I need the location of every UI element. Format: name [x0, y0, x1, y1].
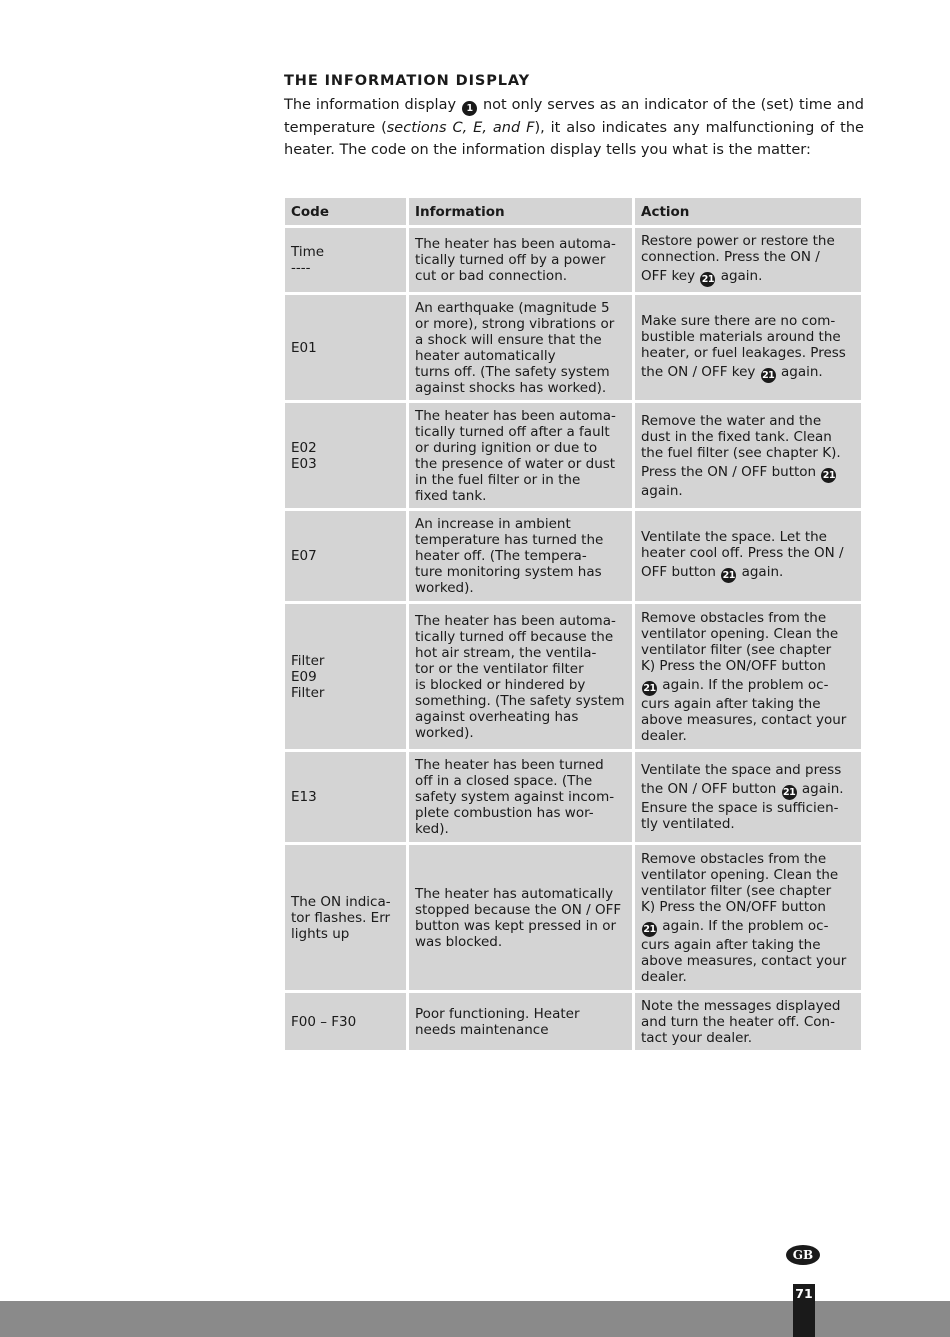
- action-cell-line: [641, 413, 855, 429]
- action-text: Restore power or restore the: [641, 233, 835, 249]
- intro-text-3: ), it also indicates any malfunctioning of the heater. The code on the information display tells you what is the matter:: [284, 119, 864, 158]
- information-cell-line: against overheating has: [415, 708, 579, 725]
- on-off-key-reference-icon: 21: [643, 682, 656, 694]
- action-text: curs again after taking the: [641, 936, 821, 953]
- code-cell: [285, 752, 406, 842]
- code-cell: [285, 845, 406, 990]
- information-cell-line: worked).: [415, 724, 474, 741]
- action-text: dealer.: [641, 727, 687, 744]
- action-text: Remove obstacles from the: [641, 850, 827, 867]
- information-cell-line: safety system against incom-: [415, 789, 615, 805]
- action-text: Ventilate the space and press: [641, 762, 842, 778]
- action-cell-line: [641, 899, 855, 915]
- code-cell-line: The ON indica-: [291, 893, 391, 910]
- information-cell-line: fixed tank.: [415, 487, 487, 504]
- action-text: and turn the heater off. Con-: [641, 1013, 835, 1030]
- action-text: heater cool off. Press the ON /: [641, 545, 844, 561]
- action-cell-line: [641, 800, 855, 816]
- information-cell-line: in the fuel filter or in the: [415, 471, 581, 488]
- information-cell-line: The heater has been automa-: [415, 407, 616, 424]
- action-text: dealer.: [641, 968, 687, 985]
- code-cell: [285, 228, 406, 292]
- information-cell-line: Poor functioning. Heater: [415, 1005, 580, 1022]
- code-cell: [285, 403, 406, 508]
- action-cell-line: [641, 545, 855, 561]
- code-cell-line: ----: [291, 260, 311, 276]
- code-cell-line: tor flashes. Err: [291, 909, 391, 926]
- action-cell-line: [641, 610, 855, 626]
- action-cell-line: [641, 529, 855, 545]
- action-cell: [635, 752, 861, 842]
- action-text: Remove obstacles from the: [641, 609, 827, 626]
- action-text: Note the messages displayed: [641, 997, 841, 1014]
- information-cell: [409, 511, 632, 601]
- action-cell-line: [641, 883, 855, 899]
- information-cell-line: The heater has been turned: [415, 757, 604, 773]
- intro-sections-reference: sections C, E, and F: [386, 119, 535, 136]
- action-cell-line: [641, 445, 855, 461]
- code-cell-line: E13: [291, 789, 317, 805]
- information-cell-line: The heater has automatically: [415, 885, 614, 902]
- code-cell-line: F00 – F30: [291, 1013, 357, 1030]
- action-text: Ventilate the space. Let the: [641, 529, 827, 545]
- information-cell-line: needs maintenance: [415, 1021, 549, 1038]
- action-cell-line: [641, 762, 855, 778]
- action-text: tact your dealer.: [641, 1029, 753, 1046]
- action-cell-line: [641, 483, 855, 499]
- action-text: again. If the problem oc-: [662, 676, 829, 693]
- action-cell-line: [641, 658, 855, 674]
- information-cell: [409, 993, 632, 1050]
- information-cell-line: turns off. (The safety system: [415, 363, 610, 380]
- information-cell-line: The heater has been automa-: [415, 612, 616, 629]
- information-cell: [409, 752, 632, 842]
- header-action: Action: [635, 198, 861, 225]
- information-cell-line: off in a closed space. (The: [415, 773, 593, 789]
- information-cell-line: against shocks has worked).: [415, 379, 607, 396]
- action-text: Ensure the space is sufficien-: [641, 800, 839, 816]
- action-text: again. If the problem oc-: [662, 917, 829, 934]
- action-cell: [635, 511, 861, 601]
- action-text: ventilator filter (see chapter: [641, 641, 832, 658]
- action-text: K) Press the ON/OFF button: [641, 898, 826, 915]
- table-row: [285, 228, 861, 292]
- action-cell-line: [641, 953, 855, 969]
- language-badge: GB: [786, 1245, 820, 1265]
- information-cell-line: stopped because the ON / OFF: [415, 901, 622, 918]
- action-text: tly ventilated.: [641, 816, 735, 832]
- action-cell-line: [641, 851, 855, 867]
- action-text: the fuel filter (see chapter K).: [641, 444, 841, 461]
- action-cell-line: [641, 998, 855, 1014]
- action-text: again.: [641, 482, 683, 499]
- action-text: the ON / OFF key: [641, 363, 756, 380]
- information-cell-line: heater automatically: [415, 347, 556, 364]
- action-cell-line: [641, 464, 855, 483]
- action-text: the ON / OFF button: [641, 781, 777, 797]
- action-cell-line: [641, 696, 855, 712]
- action-text: heater, or fuel leakages. Press: [641, 344, 846, 361]
- action-text: dust in the fixed tank. Clean: [641, 428, 832, 445]
- information-cell: [409, 604, 632, 749]
- information-cell-line: was blocked.: [415, 933, 503, 950]
- action-cell-line: [641, 364, 855, 383]
- action-text: ventilator filter (see chapter: [641, 882, 832, 899]
- on-off-key-reference-icon: 21: [782, 787, 796, 798]
- table-row: [285, 845, 861, 990]
- information-cell-line: button was kept pressed in or: [415, 917, 617, 934]
- information-cell-line: temperature has turned the: [415, 532, 604, 548]
- action-cell-line: [641, 969, 855, 985]
- action-cell-line: [641, 249, 855, 265]
- action-cell-line: [641, 329, 855, 345]
- information-cell-line: The heater has been automa-: [415, 236, 616, 252]
- header-information: Information: [409, 198, 632, 225]
- intro-text-2: not only serves as an indicator of the (set) time and temperature (: [284, 97, 864, 136]
- on-off-key-reference-icon: 21: [643, 923, 656, 935]
- action-cell-line: [641, 626, 855, 642]
- action-text: again.: [741, 564, 784, 580]
- code-cell-line: lights up: [291, 925, 350, 942]
- information-cell-line: ked).: [415, 821, 449, 837]
- information-cell-line: the presence of water or dust: [415, 455, 616, 472]
- table-row: [285, 511, 861, 601]
- section-title: THE INFORMATION DISPLAY: [284, 73, 531, 89]
- display-reference-number-icon: 1: [462, 101, 477, 116]
- table-row: [285, 993, 861, 1050]
- action-cell-line: [641, 677, 855, 696]
- action-cell-line: [641, 1030, 855, 1046]
- action-text: bustible materials around the: [641, 328, 841, 345]
- information-cell-line: cut or bad connection.: [415, 268, 568, 284]
- page-number: 71: [795, 1286, 813, 1301]
- intro-text-1: The information display: [284, 97, 457, 113]
- code-cell-line: Time: [291, 244, 325, 260]
- information-cell-line: plete combustion has wor-: [415, 805, 594, 821]
- action-cell-line: [641, 642, 855, 658]
- information-cell: [409, 228, 632, 292]
- information-cell: [409, 845, 632, 990]
- code-cell-line: E03: [291, 455, 317, 472]
- action-cell-line: [641, 313, 855, 329]
- code-cell-line: Filter: [291, 652, 325, 669]
- error-code-table-body: [285, 198, 861, 1050]
- code-cell-line: E07: [291, 548, 317, 564]
- information-cell-line: worked).: [415, 580, 474, 596]
- information-cell-line: heater off. (The tempera-: [415, 548, 587, 564]
- information-cell-line: An earthquake (magnitude 5: [415, 299, 610, 316]
- action-cell-line: [641, 867, 855, 883]
- code-cell-line: E09: [291, 668, 317, 685]
- table-row: [285, 752, 861, 842]
- table-row: [285, 604, 861, 749]
- information-cell-line: tor or the ventilator filter: [415, 660, 584, 677]
- action-text: again.: [801, 781, 844, 797]
- on-off-key-reference-icon: 21: [762, 369, 775, 381]
- information-cell-line: tically turned off after a fault: [415, 423, 610, 440]
- information-cell-line: something. (The safety system: [415, 692, 625, 709]
- code-cell: [285, 993, 406, 1050]
- code-cell-line: Filter: [291, 684, 325, 701]
- action-text: above measures, contact your: [641, 952, 847, 969]
- information-cell-line: tically turned off by a power: [415, 252, 606, 268]
- table-row: [285, 403, 861, 508]
- table-row: [285, 295, 861, 400]
- information-cell-line: or during ignition or due to: [415, 439, 598, 456]
- information-cell-line: hot air stream, the ventila-: [415, 644, 597, 661]
- action-text: above measures, contact your: [641, 711, 847, 728]
- action-text: again.: [780, 363, 823, 380]
- information-cell: [409, 403, 632, 508]
- action-text: ventilator opening. Clean the: [641, 625, 839, 642]
- error-code-table: [282, 195, 864, 1053]
- action-cell-line: [641, 268, 855, 287]
- action-cell: [635, 993, 861, 1050]
- action-text: OFF key: [641, 268, 696, 284]
- action-cell-line: [641, 564, 855, 583]
- action-cell-line: [641, 712, 855, 728]
- action-cell-line: [641, 728, 855, 744]
- action-text: Make sure there are no com-: [641, 312, 836, 329]
- action-cell-line: [641, 781, 855, 800]
- action-cell: [635, 295, 861, 400]
- information-cell-line: is blocked or hindered by: [415, 676, 586, 693]
- on-off-key-reference-icon: 21: [701, 274, 714, 285]
- action-cell: [635, 604, 861, 749]
- action-cell-line: [641, 345, 855, 361]
- action-cell-line: [641, 918, 855, 937]
- code-cell: [285, 511, 406, 601]
- action-text: K) Press the ON/OFF button: [641, 657, 826, 674]
- action-cell: [635, 403, 861, 508]
- header-code: Code: [285, 198, 406, 225]
- action-text: connection. Press the ON /: [641, 249, 820, 265]
- action-cell: [635, 228, 861, 292]
- code-cell: [285, 604, 406, 749]
- on-off-key-reference-icon: 21: [722, 570, 735, 581]
- information-cell-line: An increase in ambient: [415, 516, 571, 532]
- action-cell-line: [641, 937, 855, 953]
- table-header-row: [285, 198, 861, 225]
- information-cell-line: ture monitoring system has: [415, 564, 602, 580]
- intro-paragraph: [284, 94, 864, 162]
- information-cell: [409, 295, 632, 400]
- information-cell-line: or more), strong vibrations or: [415, 315, 615, 332]
- action-cell: [635, 845, 861, 990]
- action-cell-line: [641, 1014, 855, 1030]
- action-text: Press the ON / OFF button: [641, 463, 817, 480]
- code-cell: [285, 295, 406, 400]
- on-off-key-reference-icon: 21: [822, 469, 836, 481]
- action-text: again.: [720, 268, 763, 284]
- information-cell-line: tically turned off because the: [415, 628, 614, 645]
- information-cell-line: a shock will ensure that the: [415, 331, 602, 348]
- code-cell-line: E01: [291, 339, 317, 356]
- action-text: curs again after taking the: [641, 695, 821, 712]
- action-cell-line: [641, 233, 855, 249]
- action-text: ventilator opening. Clean the: [641, 866, 839, 883]
- action-cell-line: [641, 816, 855, 832]
- action-text: OFF button: [641, 564, 716, 580]
- action-cell-line: [641, 429, 855, 445]
- code-cell-line: E02: [291, 439, 317, 456]
- action-text: Remove the water and the: [641, 412, 822, 429]
